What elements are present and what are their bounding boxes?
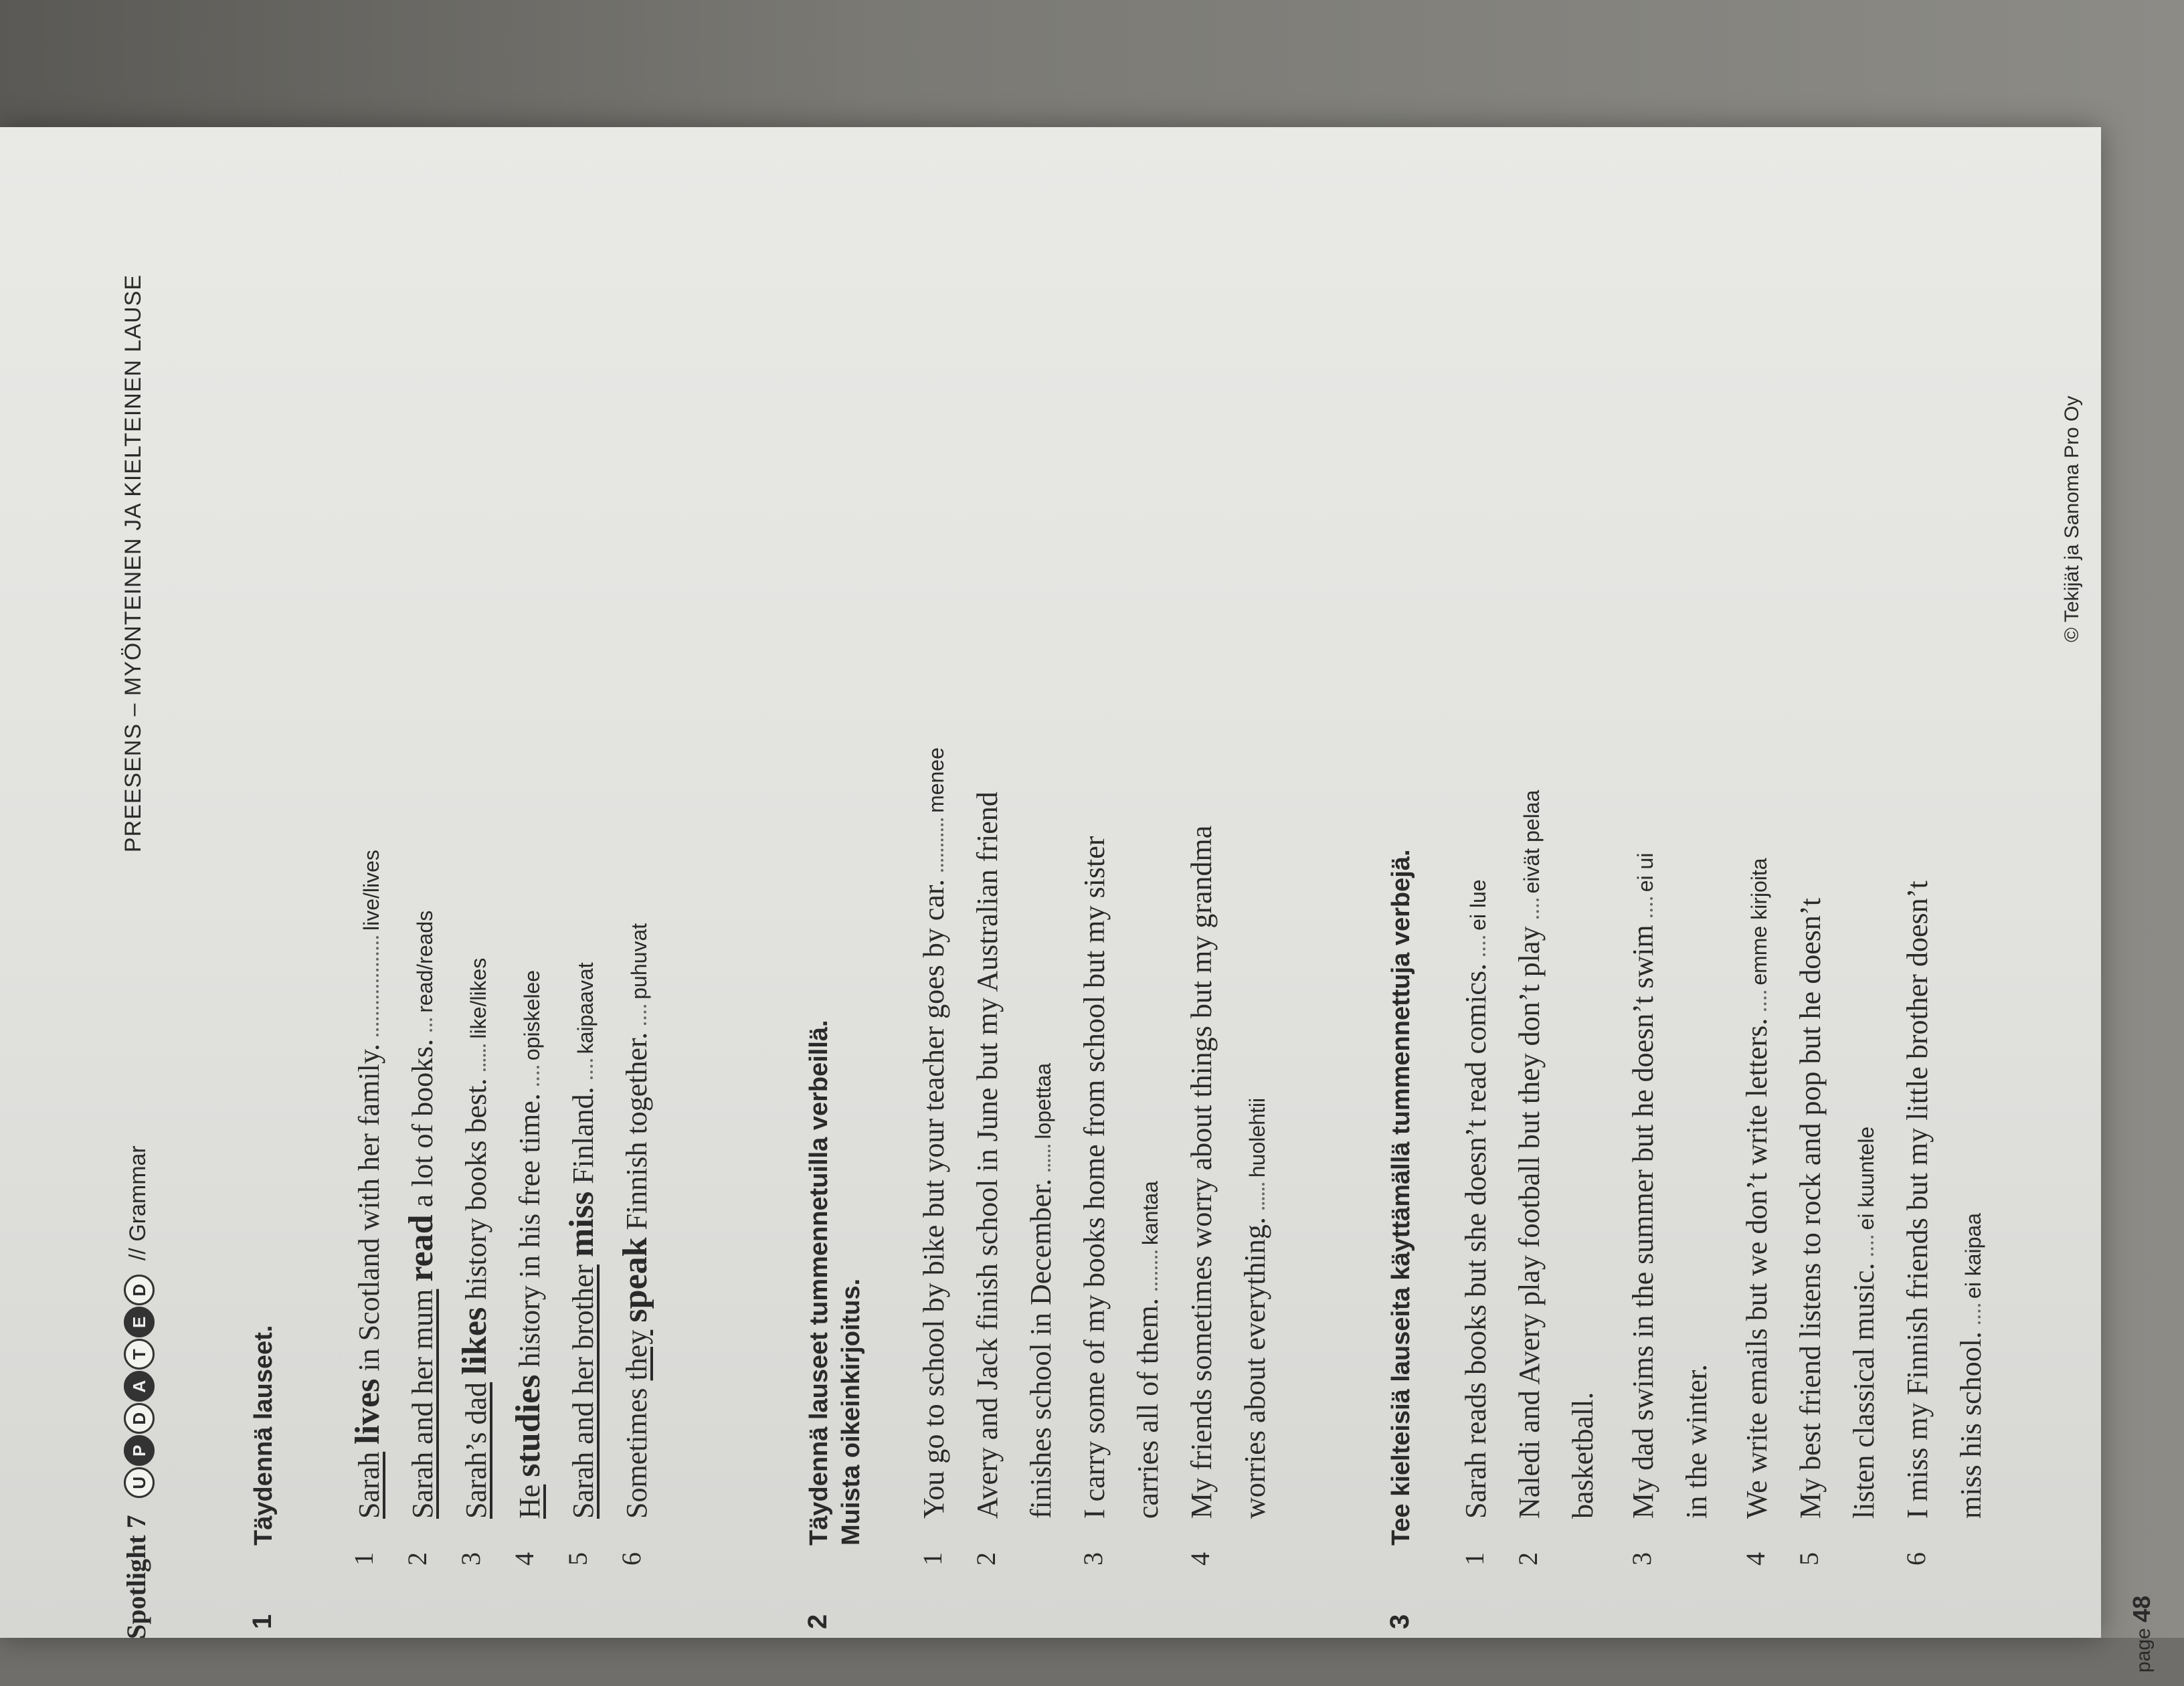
answer-blank[interactable] bbox=[1138, 1250, 1158, 1291]
answer-blank[interactable] bbox=[519, 1066, 539, 1086]
item-text: I carry some of my books home from school but my sister bbox=[1078, 836, 1111, 1519]
exercise-row bbox=[1077, 248, 1131, 1686]
verb: read bbox=[402, 1214, 440, 1282]
item-continuation bbox=[1131, 314, 1165, 1519]
page-number-value: 48 bbox=[2128, 1595, 2155, 1622]
exercise-row bbox=[1900, 248, 1954, 1686]
hint: huolehtii bbox=[1245, 1097, 1269, 1178]
exercise-number: 3 bbox=[1385, 1614, 1415, 1629]
brand-logo bbox=[122, 1273, 155, 1498]
prefix: Sometimes bbox=[620, 1380, 653, 1519]
page-number bbox=[2128, 1596, 2156, 1673]
sentence: You go to school by bike but your teacher goes by car. bbox=[917, 878, 950, 1519]
exercise-row bbox=[509, 248, 562, 1686]
item-text bbox=[401, 911, 441, 1519]
verb: lives bbox=[349, 1378, 387, 1444]
item-text bbox=[917, 747, 951, 1519]
item-continuation: basketball. bbox=[1566, 1392, 1599, 1519]
exercise-row bbox=[401, 248, 455, 1686]
answer-blank[interactable] bbox=[923, 818, 943, 872]
brand-title: Spotlight 7 bbox=[121, 1515, 151, 1639]
hint: kantaa bbox=[1138, 1181, 1162, 1246]
item-continuation bbox=[1024, 314, 1058, 1519]
brand-letter: U bbox=[124, 1467, 155, 1498]
rest: history books best. bbox=[460, 1078, 492, 1307]
item-number: 6 bbox=[616, 1552, 646, 1566]
sentence: Naledi and Avery play football but they don’t play bbox=[1513, 926, 1546, 1519]
hint: menee bbox=[924, 747, 948, 813]
item-text bbox=[1512, 790, 1546, 1519]
exercise-title-line: Muista oikeinkirjoitus. bbox=[837, 1278, 865, 1546]
item-text: My friends sometimes worry about things but my grandma bbox=[1185, 825, 1218, 1519]
hint: ei lue bbox=[1466, 879, 1490, 931]
item-continuation bbox=[1847, 314, 1881, 1519]
verb: speak bbox=[616, 1237, 654, 1323]
sentence: miss his school. bbox=[1954, 1331, 1987, 1519]
brand-letter: D bbox=[124, 1403, 155, 1434]
hint: ei kaipaa bbox=[1961, 1212, 1985, 1299]
answer-blank[interactable] bbox=[626, 1005, 646, 1025]
sentence: carries all of them. bbox=[1131, 1298, 1164, 1519]
answer-blank[interactable] bbox=[1519, 899, 1539, 919]
item-number: 6 bbox=[1901, 1552, 1931, 1566]
item-number: 2 bbox=[1513, 1552, 1543, 1566]
item-text bbox=[1626, 853, 1660, 1519]
copyright: © Tekijät ja Sanoma Pro Oy bbox=[2061, 395, 2083, 642]
exercise-title: Tee kielteisiä lauseita käyttämällä tummennettuja verbejä. bbox=[1387, 849, 1415, 1546]
sentence: listen classical music. bbox=[1847, 1262, 1880, 1519]
rest: Finnish together. bbox=[620, 1032, 653, 1238]
exercise-title-line: Täydennä lauseet tummennetuilla verbeillä. bbox=[805, 1020, 833, 1546]
exercise-row bbox=[1459, 248, 1512, 1686]
page-header bbox=[80, 248, 187, 1686]
brand-letter: D bbox=[124, 1275, 155, 1305]
hint: ei ui bbox=[1633, 852, 1657, 893]
hint: opiskelee bbox=[520, 969, 544, 1061]
exercise-row bbox=[616, 248, 669, 1686]
hint: lopettaa bbox=[1031, 1062, 1055, 1139]
page-label: page bbox=[2132, 1628, 2155, 1673]
brand-letter: A bbox=[124, 1371, 155, 1402]
rest: history in his free time. bbox=[513, 1093, 546, 1375]
hint: kaipaavat bbox=[573, 962, 598, 1054]
subject: Sarah bbox=[353, 1451, 385, 1519]
subject: Sarah and her brother bbox=[567, 1264, 600, 1519]
item-number: 4 bbox=[509, 1552, 539, 1566]
rest: Finland. bbox=[567, 1087, 600, 1192]
subject: they bbox=[620, 1329, 653, 1381]
answer-blank[interactable] bbox=[1633, 897, 1653, 917]
answer-blank[interactable] bbox=[412, 1018, 432, 1032]
item-number: 1 bbox=[917, 1552, 947, 1566]
verb: studies bbox=[509, 1374, 547, 1477]
exercise-row bbox=[348, 248, 401, 1686]
exercise-row bbox=[562, 248, 616, 1686]
verb: likes bbox=[456, 1307, 494, 1375]
printed-page bbox=[80, 248, 2155, 1686]
item-text bbox=[1740, 858, 1774, 1519]
answer-blank[interactable] bbox=[1853, 1236, 1874, 1256]
item-number: 2 bbox=[971, 1552, 1001, 1566]
hint: live/lives bbox=[359, 850, 383, 931]
item-number: 1 bbox=[1459, 1552, 1489, 1566]
answer-blank[interactable] bbox=[1746, 991, 1766, 1011]
topic-heading: PREESENS – MYÖNTEINEN JA KIELTEINEN LAUSE bbox=[120, 274, 146, 853]
item-text: I miss my Finnish friends but my little brother doesn’t bbox=[1901, 880, 1934, 1519]
item-number: 5 bbox=[1794, 1552, 1824, 1566]
item-number: 3 bbox=[1078, 1552, 1108, 1566]
exercise-title bbox=[803, 1020, 867, 1546]
item-number: 5 bbox=[563, 1552, 593, 1566]
rest: a lot of books. bbox=[406, 1038, 439, 1215]
sentence: My dad swims in the summer but he doesn’t swim bbox=[1627, 925, 1659, 1519]
brand-letter: E bbox=[124, 1307, 155, 1337]
exercise-number: 2 bbox=[803, 1614, 832, 1629]
item-number: 4 bbox=[1185, 1552, 1215, 1566]
exercise-row bbox=[455, 248, 509, 1686]
item-continuation: in the winter. bbox=[1680, 1364, 1713, 1519]
item-number: 2 bbox=[402, 1552, 432, 1566]
item-text bbox=[348, 850, 387, 1519]
subject: Sarah and her mum bbox=[406, 1289, 439, 1519]
item-text bbox=[455, 958, 494, 1519]
brand-letter: T bbox=[124, 1339, 155, 1370]
item-text bbox=[509, 970, 548, 1519]
exercise-row bbox=[1184, 248, 1238, 1686]
sentence: We write emails but we don’t write letters. bbox=[1740, 1018, 1773, 1519]
subject: He bbox=[513, 1484, 546, 1519]
subject: Sarah’s dad bbox=[460, 1382, 492, 1519]
hint: read/reads bbox=[413, 910, 437, 1013]
item-text bbox=[562, 962, 602, 1519]
answer-blank[interactable] bbox=[573, 1059, 593, 1079]
worksheet-paper bbox=[0, 127, 2155, 1673]
item-number: 3 bbox=[456, 1552, 486, 1566]
answer-blank[interactable] bbox=[466, 1044, 486, 1071]
section-label: // Grammar bbox=[125, 1145, 151, 1261]
item-text bbox=[1459, 879, 1493, 1519]
answer-blank[interactable] bbox=[1465, 936, 1485, 956]
exercise-row bbox=[970, 248, 1024, 1686]
exercise-row bbox=[1793, 248, 1847, 1686]
exercise-number: 1 bbox=[248, 1614, 277, 1629]
item-text: My best friend listens to rock and pop but he doesn’t bbox=[1794, 898, 1827, 1519]
sentence: worries about everything. bbox=[1239, 1217, 1271, 1519]
item-continuation bbox=[1238, 314, 1272, 1519]
hint: eivät pelaa bbox=[1520, 789, 1544, 894]
hint: puhuvat bbox=[627, 923, 651, 1000]
item-continuation bbox=[1954, 314, 1988, 1519]
answer-blank[interactable] bbox=[1961, 1304, 1981, 1324]
item-text: Avery and Jack finish school in June but my Australian friend bbox=[971, 791, 1004, 1519]
item-text bbox=[616, 923, 655, 1519]
answer-blank[interactable] bbox=[359, 936, 379, 1036]
item-number: 1 bbox=[349, 1552, 379, 1566]
exercise-row bbox=[1512, 248, 1566, 1686]
item-number: 4 bbox=[1740, 1552, 1770, 1566]
hint: like/likes bbox=[466, 957, 490, 1039]
exercise-title: Täydennä lauseet. bbox=[250, 1325, 278, 1546]
brand-letter: P bbox=[124, 1435, 155, 1466]
item-number: 3 bbox=[1627, 1552, 1657, 1566]
answer-blank[interactable] bbox=[1245, 1183, 1265, 1210]
exercise-row bbox=[917, 248, 970, 1686]
sentence: finishes school in December. bbox=[1024, 1178, 1057, 1519]
verb: miss bbox=[563, 1191, 601, 1258]
brand bbox=[120, 1145, 155, 1639]
exercise-row bbox=[1740, 248, 1793, 1686]
exercise-row bbox=[1626, 248, 1679, 1686]
rest: in Scotland with her family. bbox=[353, 1043, 385, 1379]
answer-blank[interactable] bbox=[1030, 1145, 1051, 1172]
hint: ei kuuntele bbox=[1854, 1126, 1878, 1230]
hint: emme kirjoita bbox=[1747, 858, 1771, 986]
sentence: Sarah reads books but she doesn’t read comics. bbox=[1459, 963, 1492, 1519]
